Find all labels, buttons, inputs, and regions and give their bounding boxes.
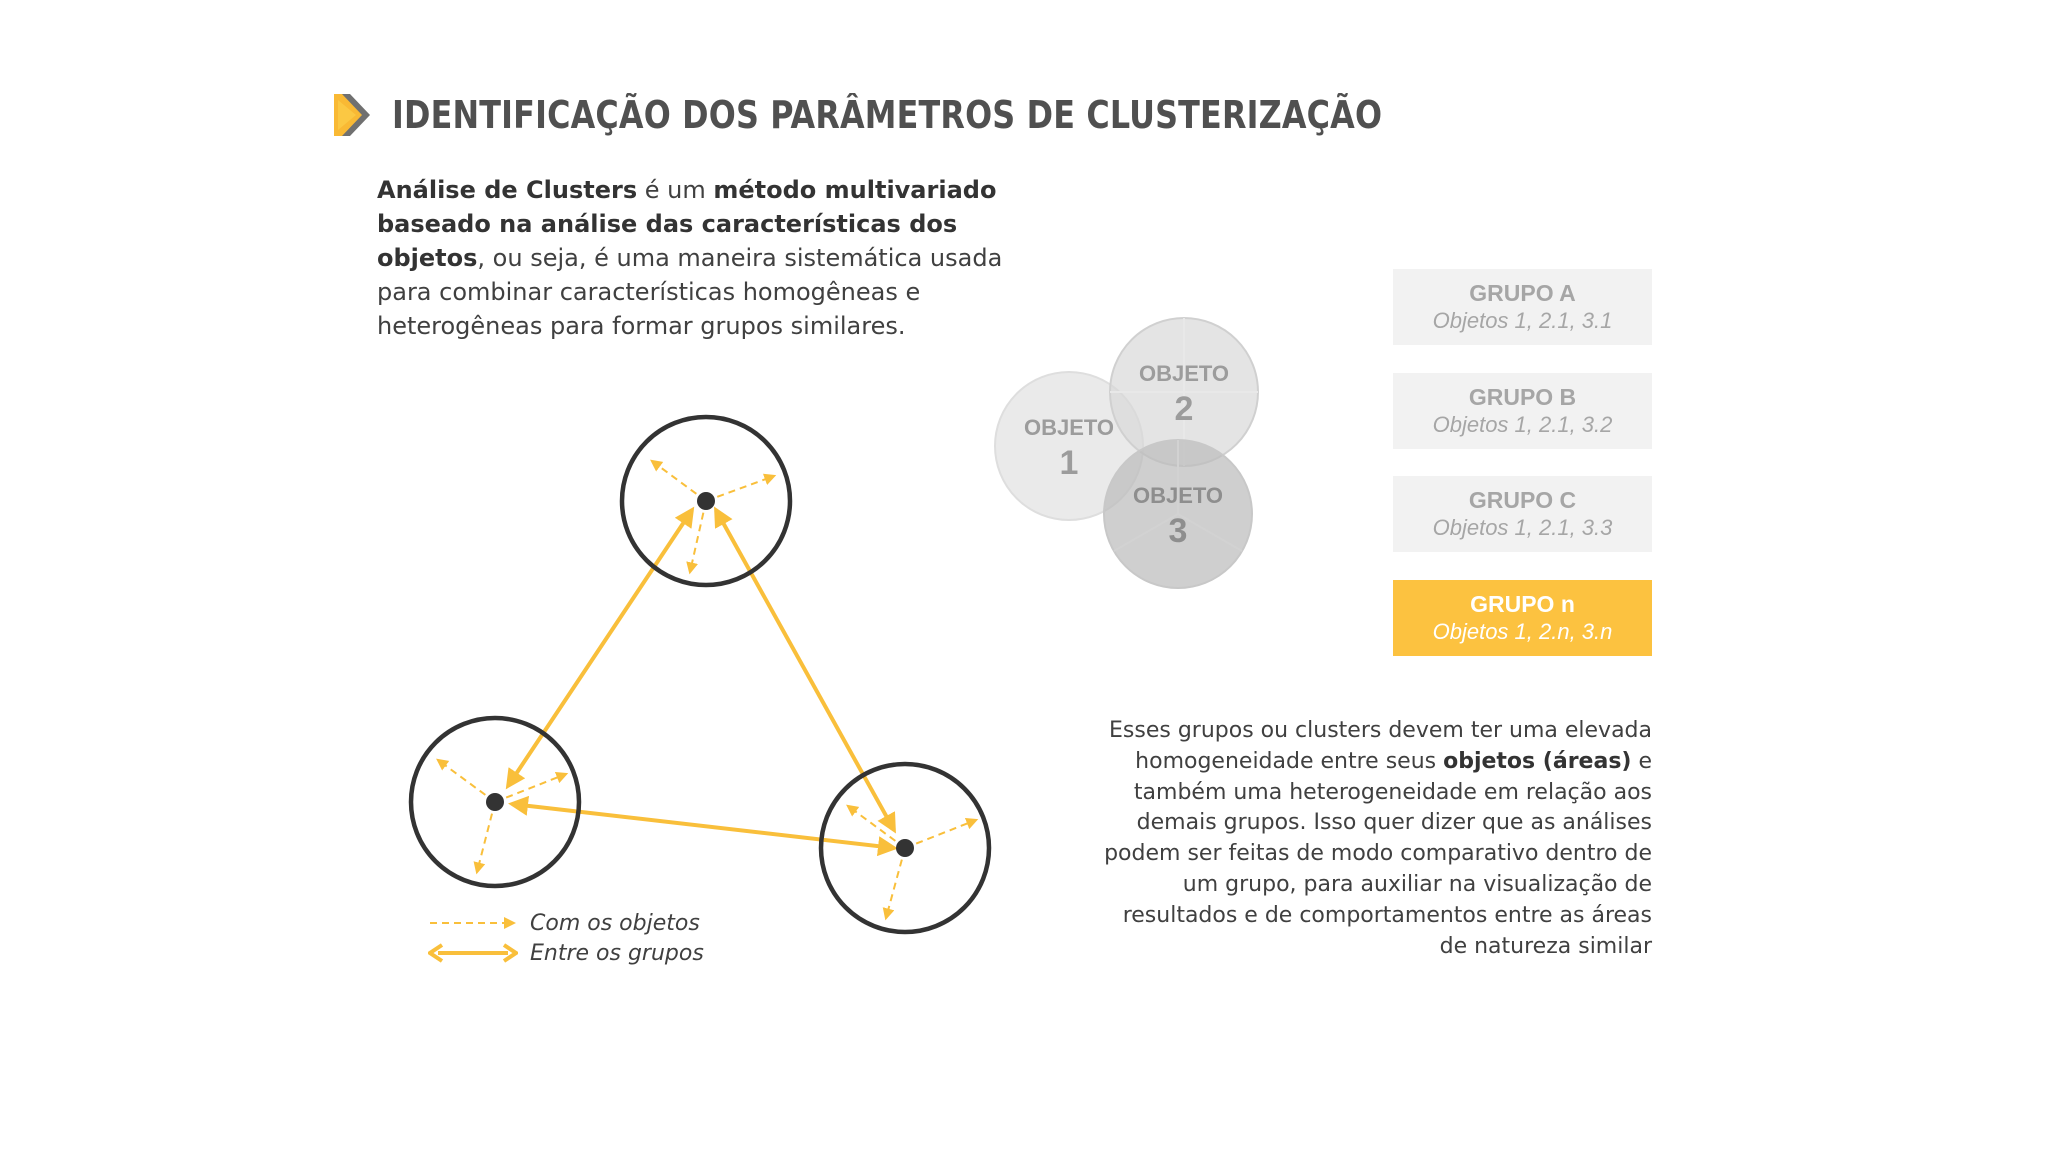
intro-text-2: , ou seja, é uma maneira sistemática usada para combinar características homogêneas e heterogêneas para formar grupos similares. — [377, 244, 1003, 340]
object-3-label: OBJETO — [1132, 483, 1224, 508]
object-1-number: 1 — [1059, 444, 1079, 482]
group-box-n — [1393, 580, 1652, 656]
object-1-label: OBJETO — [1023, 415, 1115, 440]
page-title: IDENTIFICAÇÃO DOS PARÂMETROS DE CLUSTERIZAÇÃO — [392, 93, 1383, 137]
intro-emphasis: método multivariado baseado na análise das características dos objetos — [377, 176, 997, 272]
group-a-name: GRUPO A — [1469, 280, 1576, 306]
conclusion-emphasis: objetos (áreas) — [1443, 748, 1632, 774]
object-3-number: 3 — [1168, 512, 1188, 550]
conclusion-text-2: e também uma heterogeneidade em relação aos demais grupos. Isso quer dizer que as análises podem ser feitas de modo comparativo dentro de um grupo, para auxiliar na visualização de resultados e de comportamentos entre as áreas de natureza similar — [1104, 748, 1652, 959]
legend-groups-label: Entre os grupos — [530, 940, 704, 966]
group-box-c — [1393, 476, 1652, 552]
conclusion-text-1: Esses grupos ou clusters devem ter uma elevada homogeneidade entre seus — [1109, 718, 1652, 774]
legend-objects-label: Com os objetos — [530, 910, 700, 936]
object-2-label: OBJETO — [1138, 361, 1230, 386]
group-n-objects: Objetos 1, 2.n, 3.n — [1432, 619, 1613, 644]
group-box-a — [1393, 269, 1652, 345]
group-b-name: GRUPO B — [1468, 384, 1577, 410]
dashed-arrow-icon — [428, 913, 518, 933]
legend-item-objects — [428, 908, 700, 938]
group-c-objects: Objetos 1, 2.1, 3.3 — [1432, 515, 1613, 540]
group-a-objects: Objetos 1, 2.1, 3.1 — [1432, 308, 1613, 333]
intro-text-1: é um — [637, 176, 714, 204]
double-arrow-icon — [428, 941, 518, 965]
legend-item-groups — [428, 938, 704, 968]
group-n-name: GRUPO n — [1470, 591, 1575, 617]
group-b-objects: Objetos 1, 2.1, 3.2 — [1432, 412, 1613, 437]
object-2-number: 2 — [1174, 390, 1194, 428]
group-c-name: GRUPO C — [1468, 487, 1577, 513]
intro-term: Análise de Clusters — [377, 176, 638, 204]
conclusion-paragraph — [1100, 716, 1652, 962]
group-box-b — [1393, 373, 1652, 449]
